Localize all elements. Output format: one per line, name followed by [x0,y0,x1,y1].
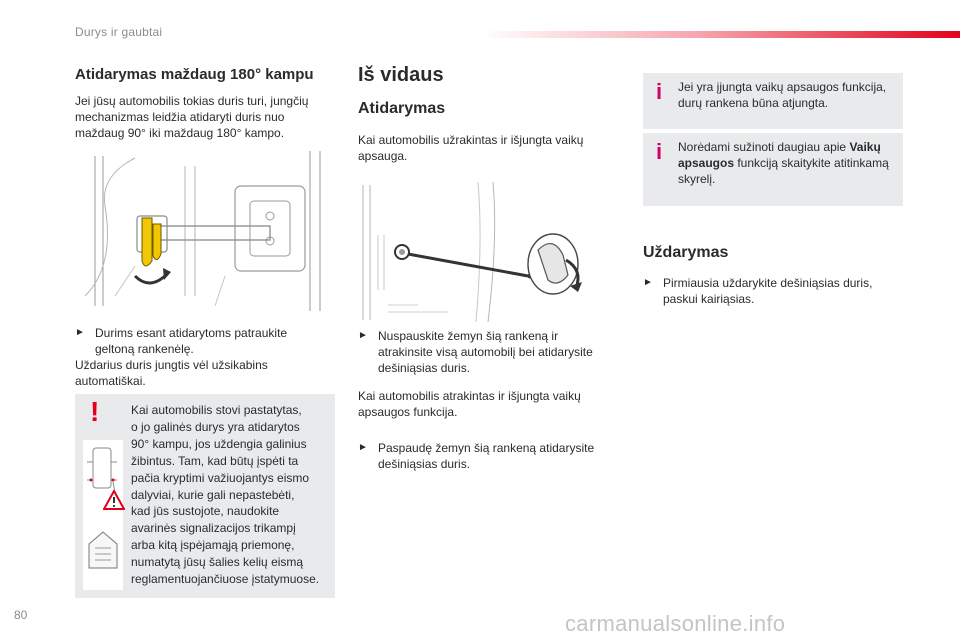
bullet-item [358,440,618,472]
left-intro-line: Jei jūsų automobilis tokias duris turi, jungčių [75,94,309,108]
warning-text-line: kad jūs sustojote, naudokite [131,504,280,519]
bullet-marker-icon: ► [358,442,368,453]
left-after-bullet [75,357,335,389]
bullet-item [358,328,618,376]
info-text [678,139,900,187]
page-number: 80 [14,608,28,622]
exclamation-icon: ! [90,396,100,427]
warning-text-line: o jo galinės durys yra atidarytos [131,419,300,434]
warning-text-line: pačia kryptimi važiuojantys eismo [131,470,310,485]
left-text-line: Uždarius duris jungtis vėl užsikabins [75,358,268,372]
warning-text-line: numatytą jūsų šalies kelių eismą [131,555,304,570]
info-text-line: Norėdami sužinoti daugiau apie Vaikų [678,140,881,154]
warning-text-line: dalyviai, kurie gali nepastebėti, [131,487,295,502]
left-intro [75,93,335,141]
warning-text-line: arba kitą įspėjamąją priemonę, [131,538,295,553]
info-panel-child-lock [643,73,903,129]
middle-para-2 [358,388,618,420]
subheading-closing: Uždarymas [643,244,729,261]
door-hinge-illustration [75,146,330,318]
info-text-line: Jei yra įjungta vaikų apsaugos funkcija, [678,80,887,94]
warning-panel [75,394,335,598]
middle-text-line: Kai automobilis užrakintas ir išjungta vaikų [358,133,584,147]
bullet-marker-icon: ► [75,327,85,338]
info-text-line: durų rankena būna atjungta. [678,96,829,110]
right-bullet-1 [643,275,903,307]
subheading-opening: Atidarymas [358,100,446,117]
warning-text [131,402,331,588]
middle-text-line: apsauga. [358,149,408,163]
info-text-line: skyrelį. [678,172,716,186]
info-text-line: apsaugos funkciją skaitykite atitinkamą [678,156,889,170]
middle-bullet-2 [358,440,618,472]
section-title: Durys ir gaubtai [75,25,163,39]
heading-from-inside: Iš vidaus [358,64,444,86]
left-intro-line: mechanizmas leidžia atidaryti duris nuo [75,110,285,124]
warning-text-line: 90° kampu, jos uždengia galinius [131,436,307,451]
bullet-text: Nuspauskite žemyn šią rankeną ir atrakinsite visą automobilį bei atidarysite dešiniąsias duris. [378,329,593,375]
middle-intro [358,132,618,164]
warning-triangle-icon [103,490,125,510]
parked-van-warning-illustration [83,440,123,590]
bullet-text: Durims esant atidarytoms patraukite geltoną rankenėlę. [95,326,288,356]
middle-text-line: Kai automobilis atrakintas ir išjungta vaikų [358,389,581,403]
warning-text-line: avarinės signalizacijos trikampį [131,521,296,536]
bullet-text: Paspaudę žemyn šią rankeną atidarysite dešiniąsias duris. [378,441,595,471]
left-text-line: automatiškai. [75,374,146,388]
middle-text-line: apsaugos funkcija. [358,405,458,419]
bullet-item [75,325,335,357]
watermark: carmanualsonline.info [565,611,786,636]
info-icon: i [655,79,663,104]
warning-text-line: žibintus. Tam, kad būtų įspėti ta [131,453,299,468]
info-panel-more-info [643,133,903,206]
bullet-item [643,275,903,307]
interior-handle-illustration [358,180,603,322]
middle-bullet-1 [358,328,618,376]
heading-180-opening: Atidarymas maždaug 180° kampu [75,66,314,83]
warning-text-line: Kai automobilis stovi pastatytas, [131,403,302,417]
bullet-marker-icon: ► [643,277,653,288]
left-bullet-1 [75,325,335,357]
warning-text-line: reglamentuojančiuose įstatymuose. [131,572,320,587]
left-intro-line: maždaug 90° iki maždaug 180° kampo. [75,126,285,140]
bullet-text: Pirmiausia uždarykite dešiniąsias duris, paskui kairiąsias. [663,276,873,306]
info-icon: i [655,139,663,164]
bullet-marker-icon: ► [358,330,368,341]
header-accent-bar [480,31,960,38]
info-text [678,79,900,111]
